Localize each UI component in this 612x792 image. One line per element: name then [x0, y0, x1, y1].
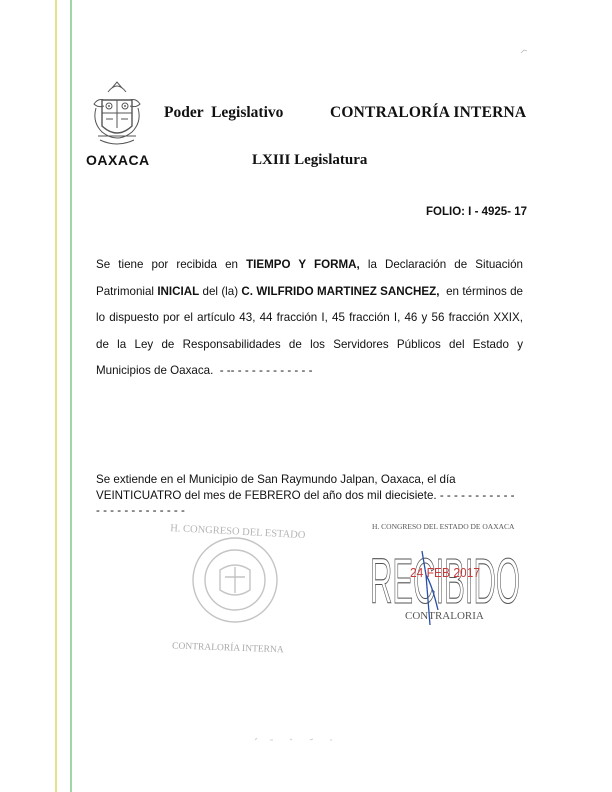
stamp-date: 24 FEB 2017 — [410, 565, 480, 580]
stamp-left-bottom-text: CONTRALORÍA INTERNA — [171, 641, 284, 656]
body-line-1: Se tiene por recibida en TIEMPO Y FORMA, la Declaración de Situación — [96, 258, 523, 271]
state-name: OAXACA — [86, 152, 150, 168]
stamp-right-top-text: H. CONGRESO DEL ESTADO DE OAXACA — [372, 522, 515, 531]
legislature-title: LXIII Legislatura — [252, 152, 368, 168]
scan-speck — [520, 48, 528, 54]
page-edge-green — [70, 0, 72, 792]
closing-line-1: Se extiende en el Municipio de San Raymundo Jalpan, Oaxaca, el día — [96, 473, 456, 486]
body-line-2: Patrimonial INICIAL del (la) C. WILFRIDO MARTINEZ SANCHEZ, en términos de — [96, 284, 523, 298]
body-line-4: de la Ley de Responsabilidades de los Servidores Públicos del Estado y — [96, 337, 523, 351]
stamp-right-bottom-text: CONTRALORIA — [405, 610, 484, 622]
closing-line-2: VEINTICUATRO del mes de FEBRERO del año dos mil diecisiete. - - - - - - - - - - - — [96, 488, 515, 502]
closing-text — [96, 472, 536, 519]
branch-title: Poder Legislativo — [164, 104, 284, 121]
declaration-body — [96, 252, 523, 385]
faint-bottom-marks — [250, 728, 370, 748]
body-line-3: lo dispuesto por el artículo 43, 44 fracción I, 45 fracción I, 46 y 56 fracción XXIX, — [96, 311, 523, 325]
congress-seal-stamp — [150, 515, 340, 665]
received-stamp — [360, 515, 535, 645]
page-edge-yellow — [55, 0, 57, 792]
stamp-right-big-text: RECIBIDO — [370, 545, 520, 617]
body-line-5: Municipios de Oaxaca. - -- - - - - - - - - - - - — [96, 364, 313, 378]
stamp-left-top-text: H. CONGRESO DEL ESTADO — [169, 523, 306, 542]
office-title: CONTRALORÍA INTERNA — [330, 104, 527, 121]
folio-number: FOLIO: I - 4925- 17 — [426, 206, 527, 218]
oaxaca-coat-of-arms-icon — [88, 78, 146, 150]
closing-line-3: - - - - - - - - - - - - - — [96, 504, 185, 517]
